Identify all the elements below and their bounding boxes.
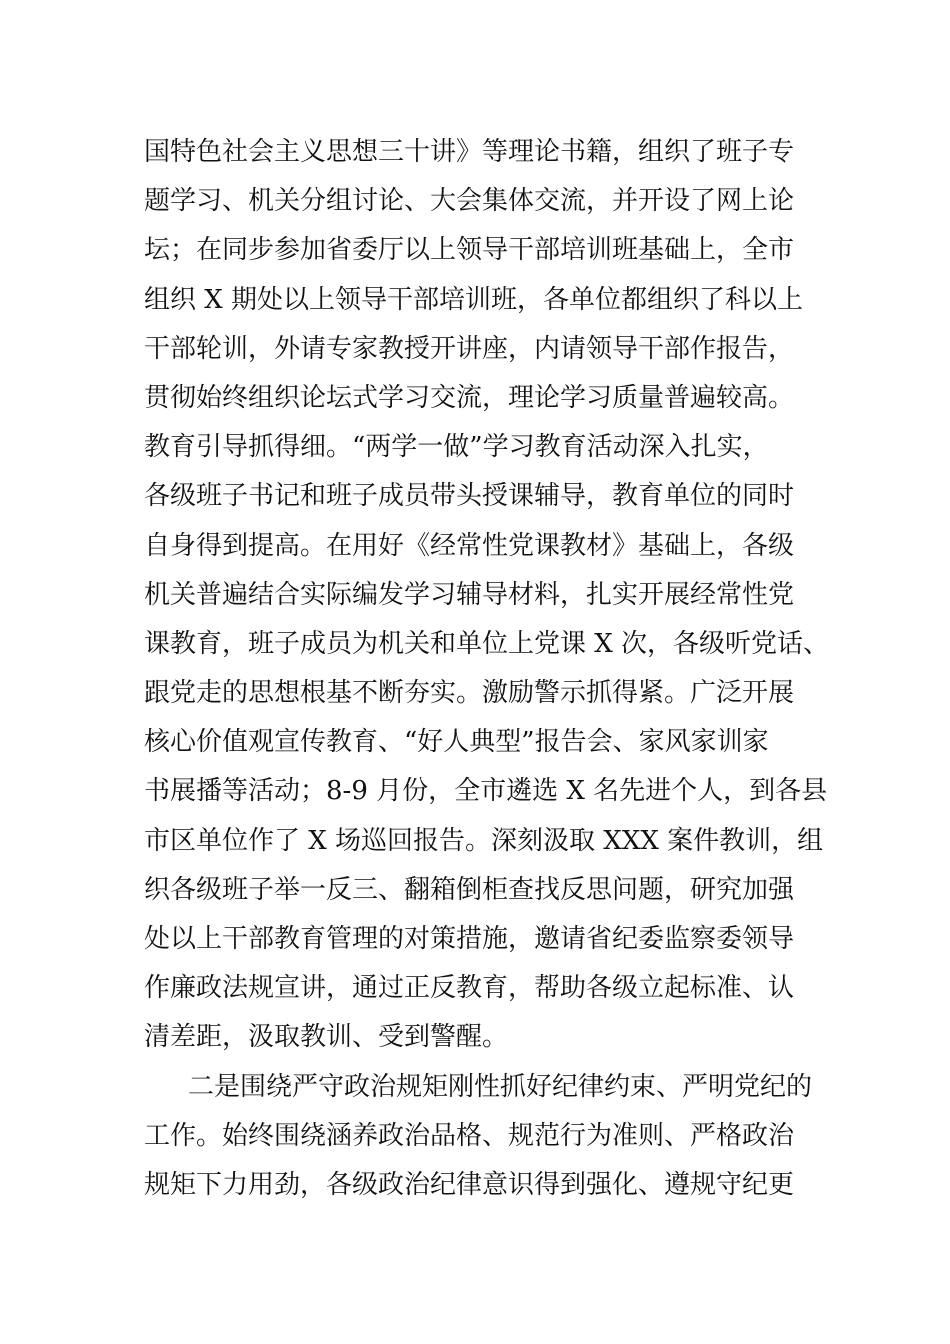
text-line: 教育引导抓得细。“两学一做”学习教育活动深入扎实， <box>144 432 769 463</box>
text-line: 作廉政法规宣讲，通过正反教育，帮助各级立起标准、认 <box>144 973 795 1004</box>
body-text <box>144 128 844 1210</box>
text-line: 工作。始终围绕涵养政治品格、规范行为准则、严格政治 <box>144 1120 795 1151</box>
text-line: 各级班子书记和班子成员带头授课辅导，教育单位的同时 <box>144 481 795 512</box>
text-line: 组织 X 期处以上领导干部培训班，各单位都组织了科以上 <box>144 284 804 315</box>
text-line: 核心价值观宣传教育、“好人典型”报告会、家风家训家 <box>144 727 769 758</box>
text-line: 清差距，汲取教训、受到警醒。 <box>144 1022 509 1053</box>
text-line: 国特色社会主义思想三十讲》等理论书籍，组织了班子专 <box>144 137 795 167</box>
text-line: 跟党走的思想根基不断夯实。激励警示抓得紧。广泛开展 <box>144 678 795 709</box>
text-line: 机关普遍结合实际编发学习辅导材料，扎实开展经常性党 <box>144 579 795 610</box>
text-line: 书展播等活动；8-9 月份，全市遴选 X 名先进个人，到各县 <box>144 776 828 807</box>
text-line: 处以上干部教育管理的对策措施，邀请省纪委监察委领导 <box>144 924 795 954</box>
text-line: 课教育，班子成员为机关和单位上党课 X 次，各级听党话、 <box>144 628 830 659</box>
text-line: 自身得到提高。在用好《经常性党课教材》基础上，各级 <box>144 530 795 561</box>
text-line: 题学习、机关分组讨论、大会集体交流，并开设了网上论 <box>144 186 795 217</box>
text-line: 规矩下力用劲，各级政治纪律意识得到强化、遵规守纪更 <box>144 1169 795 1200</box>
text-line: 贯彻始终组织论坛式学习交流，理论学习质量普遍较高。 <box>144 382 795 413</box>
text-line: 干部轮训，外请专家教授开讲座，内请领导干部作报告， <box>144 333 795 364</box>
text-line: 坛；在同步参加省委厅以上领导干部培训班基础上，全市 <box>144 235 795 266</box>
text-line: 织各级班子举一反三、翻箱倒柜查找反思问题，研究加强 <box>144 874 795 905</box>
text-line: 市区单位作了 X 场巡回报告。深刻汲取 XXX 案件教训，组 <box>144 825 824 856</box>
paragraph-first-line: 二是围绕严守政治规矩刚性抓好纪律约束、严明党纪的 <box>188 1071 813 1102</box>
